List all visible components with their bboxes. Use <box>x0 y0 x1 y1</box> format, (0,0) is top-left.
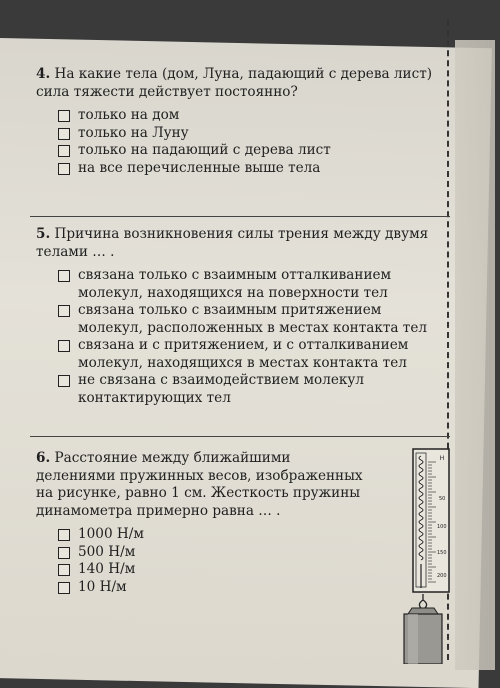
question-number: 4. <box>36 66 51 82</box>
checkbox[interactable] <box>58 529 70 541</box>
answer-option[interactable] <box>58 372 441 407</box>
question-5 <box>36 226 441 407</box>
checkbox[interactable] <box>58 564 70 576</box>
checkbox[interactable] <box>58 305 70 317</box>
checkbox[interactable] <box>58 110 70 122</box>
answer-list <box>58 107 441 177</box>
checkbox[interactable] <box>58 582 70 594</box>
question-4 <box>36 66 441 177</box>
scale-unit: Н <box>439 455 445 462</box>
answer-label: не связана с взаимодействием молекул контактирующих тел <box>78 372 365 406</box>
question-number: 6. <box>36 450 51 466</box>
question-text: На какие тела (дом, Луна, падающий с дерева лист) сила тяжести действует постоянно? <box>36 66 433 100</box>
answer-option[interactable] <box>58 107 441 125</box>
scale-label: 50 <box>439 496 446 502</box>
checkbox[interactable] <box>58 145 70 157</box>
answer-label: 1000 Н/м <box>78 526 144 542</box>
answer-label: связана только с взаимным притяжением молекул, расположенных в местах контакта тел <box>78 302 427 336</box>
answer-label: связана только с взаимным отталкиванием молекул, находящихся на поверхности тел <box>78 267 392 301</box>
checkbox[interactable] <box>58 163 70 175</box>
answer-option[interactable] <box>58 267 441 302</box>
answer-list <box>58 526 366 596</box>
question-6 <box>36 450 366 596</box>
answer-label: только на Луну <box>78 124 189 141</box>
answer-label: только на дом <box>78 107 180 123</box>
answer-label: 500 Н/м <box>78 543 136 560</box>
question-number: 5. <box>36 226 51 242</box>
answer-option[interactable] <box>58 337 441 372</box>
answer-option[interactable] <box>58 142 441 160</box>
question-text: Причина возникновения силы трения между двумя телами … . <box>36 226 429 260</box>
answer-label: связана и с притяжением, и с отталкиванием молекул, находящихся в местах контакта тел <box>78 337 409 371</box>
checkbox[interactable] <box>58 375 70 387</box>
answer-option[interactable] <box>58 561 366 579</box>
checkbox[interactable] <box>58 547 70 559</box>
answer-option[interactable] <box>58 579 366 597</box>
answer-option[interactable] <box>58 526 366 544</box>
section-divider <box>30 216 450 217</box>
answer-label: 10 Н/м <box>78 578 127 595</box>
checkbox[interactable] <box>58 128 70 140</box>
answer-label: 140 Н/м <box>78 561 136 577</box>
spring-scale-illustration <box>412 448 450 593</box>
answer-option[interactable] <box>58 544 366 562</box>
section-divider <box>30 436 450 437</box>
scale-label: 100 <box>437 524 447 530</box>
scale-label: 150 <box>437 550 447 556</box>
question-text: Расстояние между ближайшими делениями пружинных весов, изображенных на рисунке, равно 1 см. Жесткость пружины динамометра примерно равна … . <box>36 450 363 519</box>
checkbox[interactable] <box>58 270 70 282</box>
answer-label: на все перечисленные выше тела <box>78 159 321 176</box>
answer-list <box>58 267 441 407</box>
checkbox[interactable] <box>58 340 70 352</box>
answer-option[interactable] <box>58 302 441 337</box>
answer-label: только на падающий с дерева лист <box>78 142 331 158</box>
answer-option[interactable] <box>58 125 441 143</box>
next-page-edge <box>455 40 495 670</box>
answer-option[interactable] <box>58 160 441 178</box>
hanging-weight-illustration <box>398 594 448 664</box>
scale-label: 200 <box>437 573 447 579</box>
